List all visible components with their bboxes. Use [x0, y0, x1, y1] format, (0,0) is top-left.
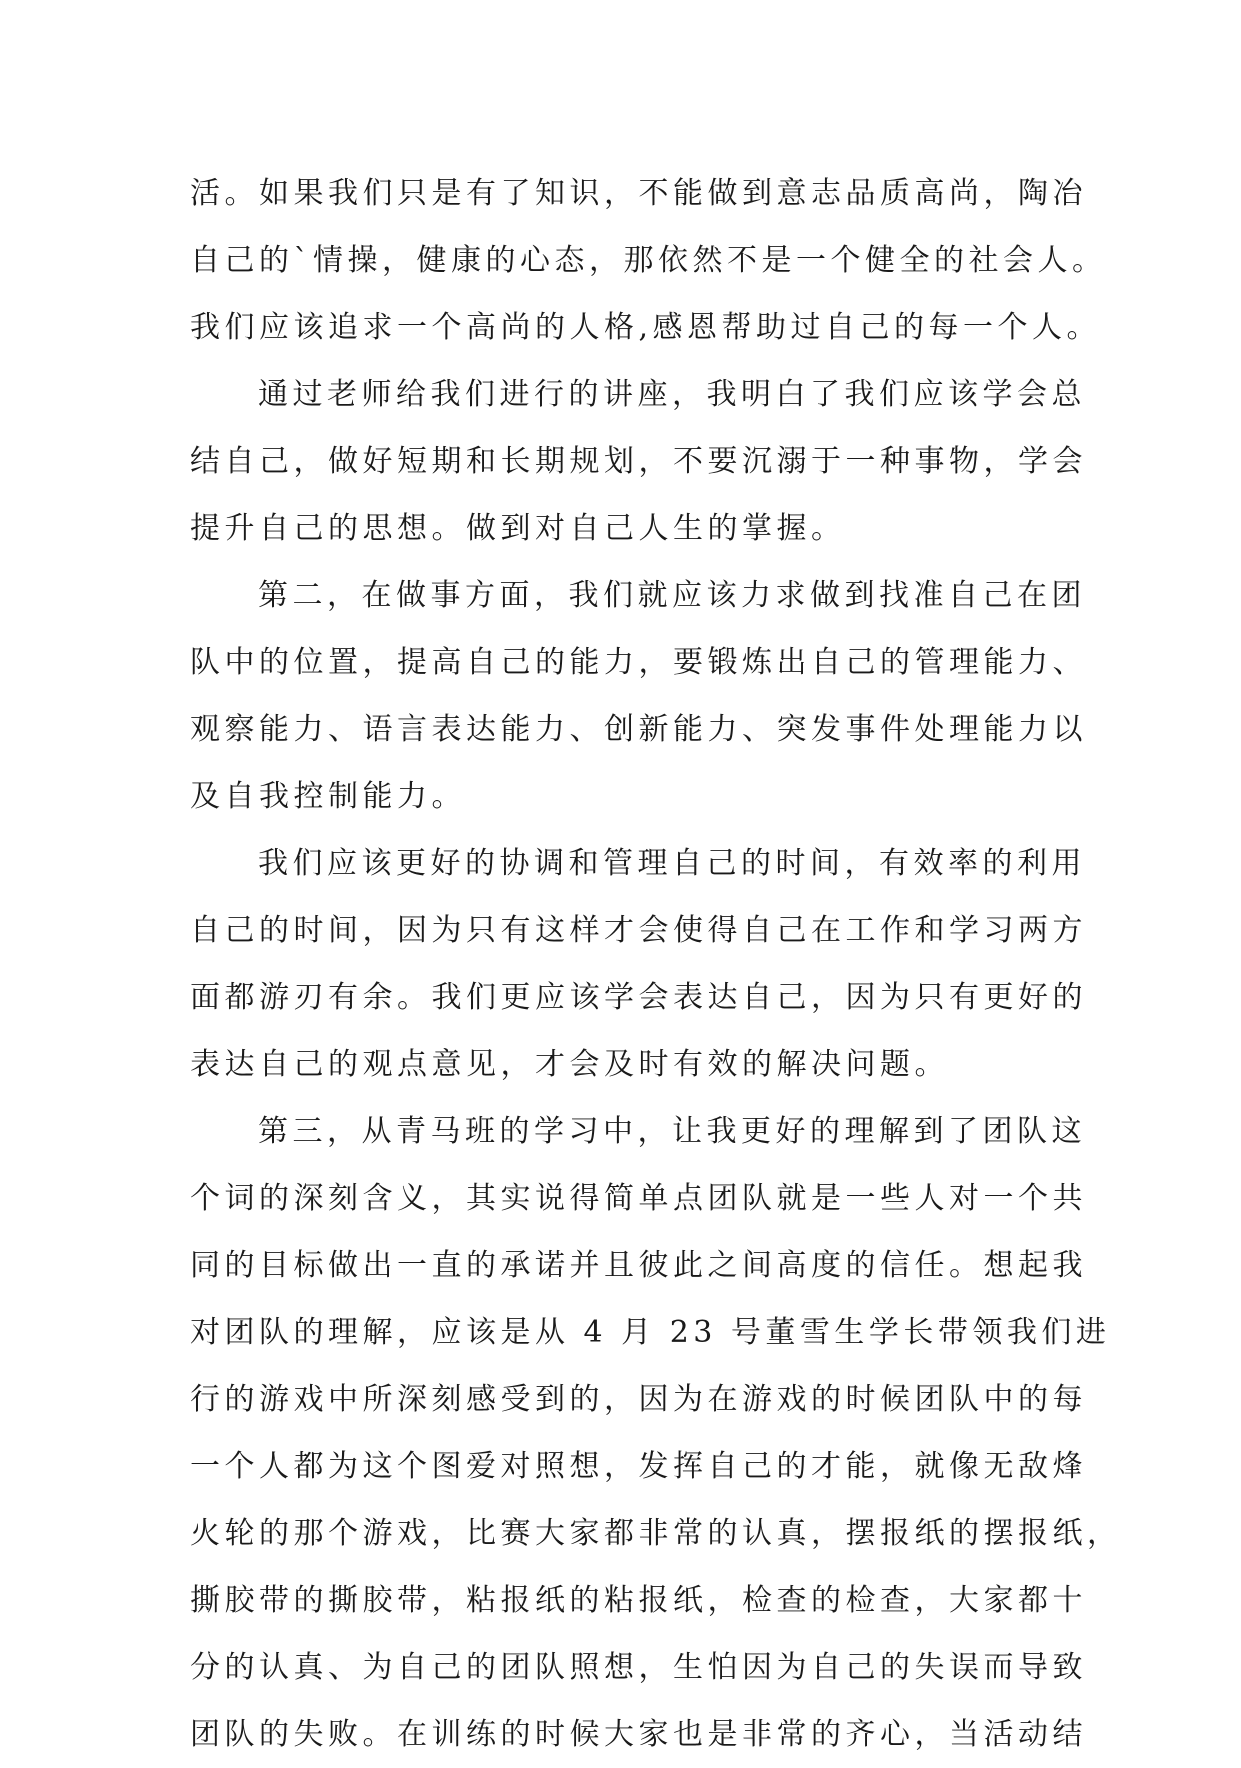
text-line: 观察能力、语言表达能力、创新能力、突发事件处理能力以	[190, 712, 1087, 747]
paragraph-start-line: 第二，在做事方面，我们就应该力求做到找准自己在团	[258, 578, 1086, 613]
text-line: 对团队的理解，应该是从 4 月 23 号董雪生学长带领我们进	[190, 1315, 1111, 1350]
text-line: 团队的失败。在训练的时候大家也是非常的齐心，当活动结	[190, 1717, 1087, 1752]
text-line: 撕胶带的撕胶带，粘报纸的粘报纸，检查的检查，大家都十	[190, 1583, 1087, 1618]
text-line: 火轮的那个游戏，比赛大家都非常的认真，摆报纸的摆报纸，	[190, 1516, 1122, 1551]
text-line: 及自我控制能力。	[190, 779, 466, 814]
text-line: 面都游刃有余。我们更应该学会表达自己，因为只有更好的	[190, 980, 1087, 1015]
paragraph-start-line: 我们应该更好的协调和管理自己的时间，有效率的利用	[258, 846, 1086, 881]
body-text	[190, 160, 1122, 1768]
text-line: 结自己，做好短期和长期规划，不要沉溺于一种事物，学会	[190, 444, 1087, 479]
text-line: 我们应该追求一个高尚的人格,感恩帮助过自己的每一个人。	[190, 310, 1102, 345]
text-line: 自己的时间，因为只有这样才会使得自己在工作和学习两方	[190, 913, 1087, 948]
text-line: 队中的位置，提高自己的能力，要锻炼出自己的管理能力、	[190, 645, 1087, 680]
paragraph-start-line: 第三，从青马班的学习中，让我更好的理解到了团队这	[258, 1114, 1086, 1149]
text-line: 提升自己的思想。做到对自己人生的掌握。	[190, 511, 846, 546]
text-line: 个词的深刻含义，其实说得简单点团队就是一些人对一个共	[190, 1181, 1087, 1216]
text-line: 行的游戏中所深刻感受到的，因为在游戏的时候团队中的每	[190, 1382, 1087, 1417]
paragraph-start-line: 通过老师给我们进行的讲座，我明白了我们应该学会总	[258, 377, 1086, 412]
text-line: 表达自己的观点意见，才会及时有效的解决问题。	[190, 1047, 949, 1082]
text-line: 一个人都为这个图爱对照想，发挥自己的才能，就像无敌烽	[190, 1449, 1087, 1484]
text-line: 活。如果我们只是有了知识，不能做到意志品质高尚，陶冶	[190, 176, 1087, 211]
text-line: 自己的`情操，健康的心态，那依然不是一个健全的社会人。	[190, 243, 1107, 278]
text-line: 分的认真、为自己的团队照想，生怕因为自己的失误而导致	[190, 1650, 1087, 1685]
text-line: 同的目标做出一直的承诺并且彼此之间高度的信任。想起我	[190, 1248, 1087, 1283]
